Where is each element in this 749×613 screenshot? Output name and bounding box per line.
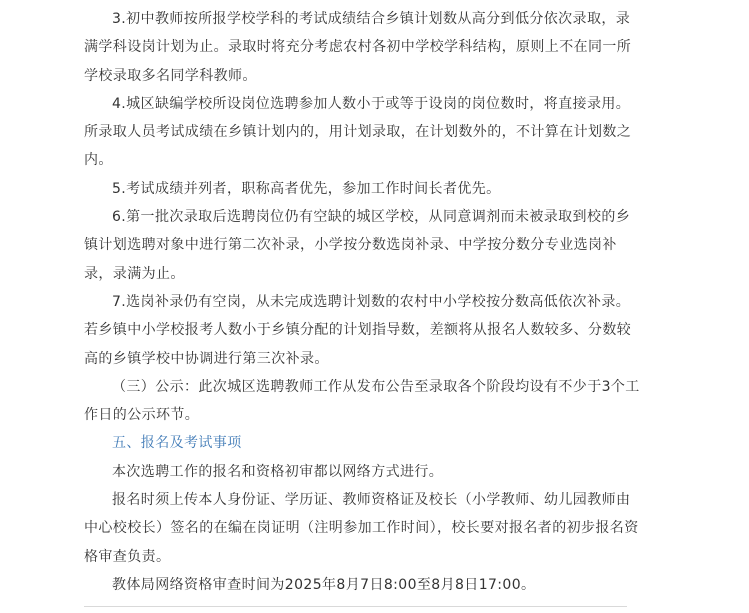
paragraph-registration-method: 本次选聘工作的报名和资格初审都以网络方式进行。	[112, 463, 444, 480]
paragraph-rule-5: 5.考试成绩并列者，职称高者优先，参加工作时间长者优先。	[112, 180, 501, 197]
bottom-divider	[84, 606, 627, 607]
paragraph-rule-7: 7.选岗补录仍有空岗，从未完成选聘计划数的农村中小学校按分数高低依次补录。若乡镇中小学校报考人数小于乡镇分配的计划指导数，差额将从报名人数较多、分数较高的乡镇学校中协调进行第三次补录。	[84, 293, 632, 367]
paragraph-review-time: 教体局网络资格审查时间为2025年8月7日8:00至8月8日17:00。	[112, 576, 536, 593]
article-body	[84, 0, 644, 599]
paragraph-rule-4: 4.城区缺编学校所设岗位选聘参加人数小于或等于设岗的岗位数时，将直接录用。所录取人员考试成绩在乡镇计划内的，用计划录取，在计划数外的，不计算在计划数之内。	[84, 95, 632, 169]
paragraph-publicity: （三）公示：此次城区选聘教师工作从发布公告至录取各个阶段均设有不少于3个工作日的公示环节。	[84, 378, 640, 424]
section-heading-registration: 五、报名及考试事项	[112, 435, 242, 452]
paragraph-rule-6: 6.第一批次录取后选聘岗位仍有空缺的城区学校，从同意调剂而未被录取到校的乡镇计划选聘对象中进行第二次补录，小学按分数选岗补录、中学按分数分专业选岗补录，录满为止。	[84, 209, 631, 282]
paragraph-rule-3: 3.初中教师按所报学校学科的考试成绩结合乡镇计划数从高分到低分依次录取，录满学科设岗计划为止。录取时将充分考虑农村各初中学校学科结构，原则上不在同一所学校录取多名同学科教师。	[84, 11, 632, 84]
paragraph-registration-upload: 报名时须上传本人身份证、学历证、教师资格证及校长（小学教师、幼儿园教师由中心校校长）签名的在编在岗证明（注明参加工作时间），校长要对报名者的初步报名资格审查负责。	[84, 492, 639, 565]
